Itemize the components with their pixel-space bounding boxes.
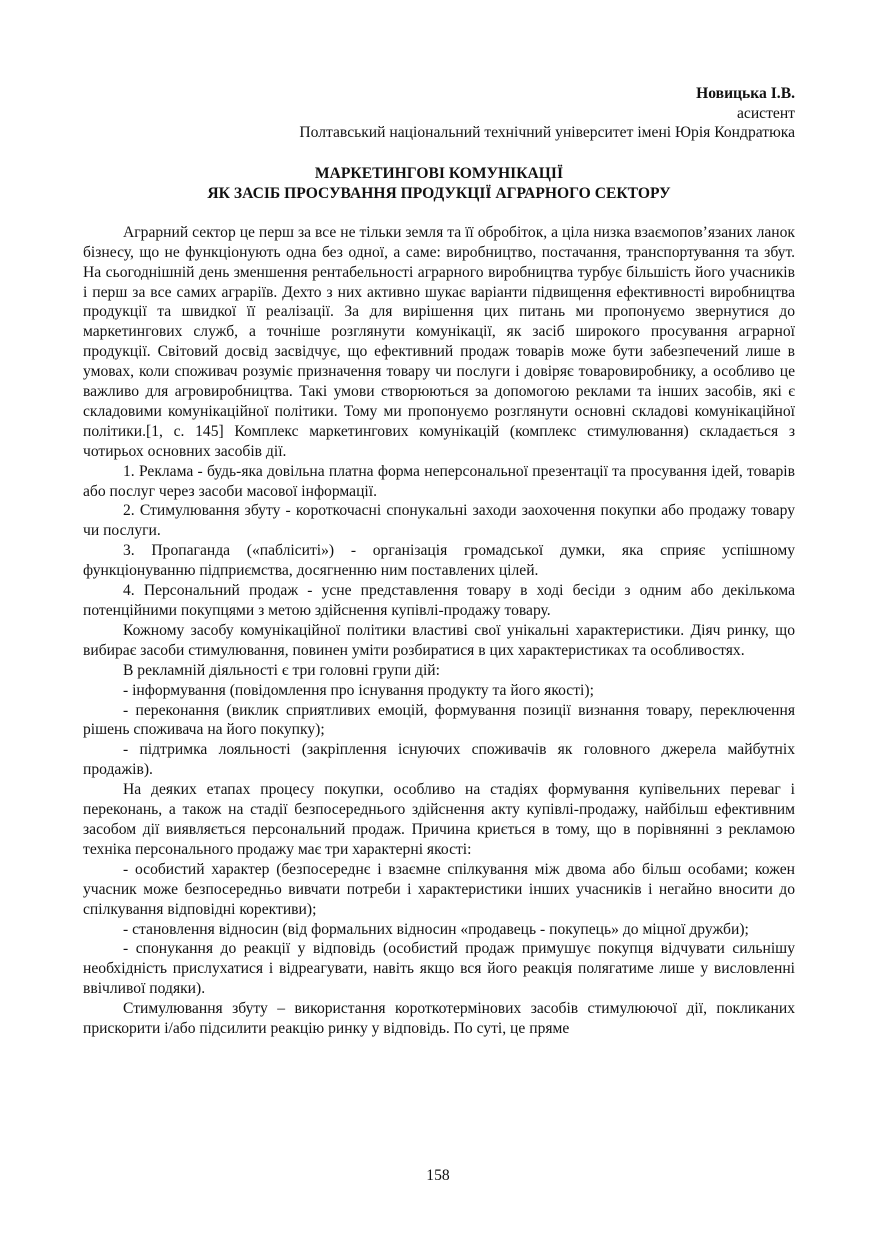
paragraph: 1. Реклама - будь-яка довільна платна форма неперсональної презентації та просування ідей, товарів або послуг через засоби масової інформації. bbox=[83, 462, 795, 500]
title-line-2: ЯК ЗАСІБ ПРОСУВАННЯ ПРОДУКЦІЇ АГРАРНОГО СЕКТОРУ bbox=[207, 184, 671, 202]
author-affiliation: Полтавський національний технічний університет імені Юрія Кондратюка bbox=[299, 124, 795, 142]
paragraph: Кожному засобу комунікаційної політики властиві свої унікальні характеристики. Діяч ринку, що вибирає засоби стимулювання, повинен уміти розбиратися в цих характеристиках та особливостях. bbox=[83, 621, 795, 659]
paragraph: На деяких етапах процесу покупки, особливо на стадіях формування купівельних переваг і переконань, а також на стадії безпосереднього здійснення акту купівлі-продажу, найбільш ефективним засобом дії виявляється персональний продаж. Причина криється в тому, що в порівнянні з рекламою техніка персонального продажу має три характерні якості: bbox=[83, 781, 795, 858]
author-block bbox=[83, 84, 795, 143]
paragraph: 2. Стимулювання збуту - короткочасні спонукальні заходи заохочення покупки або продажу товару чи послуги. bbox=[83, 502, 795, 540]
paragraph: - підтримка лояльності (закріплення існуючих споживачів як головного джерела майбутніх продажів). bbox=[83, 741, 795, 779]
paragraph: - становлення відносин (від формальних відносин «продавець - покупець» до міцної дружби); bbox=[123, 920, 749, 938]
page-content bbox=[83, 84, 795, 1039]
body-text bbox=[83, 223, 795, 1039]
author-name: Новицька І.В. bbox=[696, 85, 795, 102]
paragraph: - переконання (виклик сприятливих емоцій, формування позиції визнання товару, переключення рішень споживача на його покупку); bbox=[83, 701, 795, 739]
paragraph: - спонукання до реакції у відповідь (особистий продаж примушує покупця відчувати сильнішу необхідність прислухатися і відреагувати, навіть якщо вся його реакція полягатиме лише у висловленні ввічливої подяки). bbox=[83, 940, 795, 998]
paragraph: В рекламній діяльності є три головні групи дій: bbox=[123, 661, 440, 679]
paragraph: 3. Пропаганда («пабліситі») - організація громадської думки, яка сприяє успішному функціонуванню підприємства, досягненню ним поставлених цілей. bbox=[83, 542, 795, 580]
author-position: асистент bbox=[736, 104, 795, 122]
paragraph: 4. Персональний продаж - усне представлення товару в ході бесіди з одним або декількома потенційними покупцями з метою здійснення купівлі-продажу товару. bbox=[83, 582, 795, 619]
paper-title bbox=[83, 164, 795, 204]
paragraph: - особистий характер (безпосереднє і взаємне спілкування між двома або більш особами; кожен учасник може безпосередньо вивчати потреби і характеристики інших учасників і негайно вносити до спілкування відповідні корективи); bbox=[83, 860, 795, 918]
paragraph: Стимулювання збуту – використання короткотермінових засобів стимулюючої дії, покликаних прискорити і/або підсилити реакцію ринку у відповідь. По суті, це пряме bbox=[83, 1000, 795, 1038]
paragraph: Аграрний сектор це перш за все не тільки земля та її обробіток, а ціла низка взаємопов’язаних ланок бізнесу, що не функціонують одна без одної, а саме: виробництво, постачання, транспортування та збут. На сьогоднішній день зменшення рентабельності аграрного виробництва турбує більшість його учасників і перш за все самих аграріїв. Дехто з них активно шукає варіанти підвищення ефективності виробництва продукції та швидкої її реалізації. За для вирішення цих питань ми пропонуємо звернутися до маркетингових служб, а точніше розглянути комунікації, як засіб широкого просування аграрної продукції. Світовий досвід засвідчує, що ефективний продаж товарів може бути забезпечений лише в умовах, коли споживач розуміє призначення товару чи послуги і довіряє товаровиробнику, а особливо це важливо для агровиробництва. Такі умови створюються за допомогою реклами та інших засобів, які є складовими комунікаційної політики. Тому ми пропонуємо розглянути основні складові комунікаційної політики.[1, с. 145] Комплекс маркетингових комунікацій (комплекс стимулювання) складається з чотирьох основних засобів дії. bbox=[83, 223, 795, 460]
title-line-1: МАРКЕТИНГОВІ КОМУНІКАЦІЇ bbox=[314, 164, 564, 182]
paragraph: - інформування (повідомлення про існування продукту та його якості); bbox=[123, 681, 594, 699]
page-number: 158 bbox=[426, 1167, 450, 1184]
